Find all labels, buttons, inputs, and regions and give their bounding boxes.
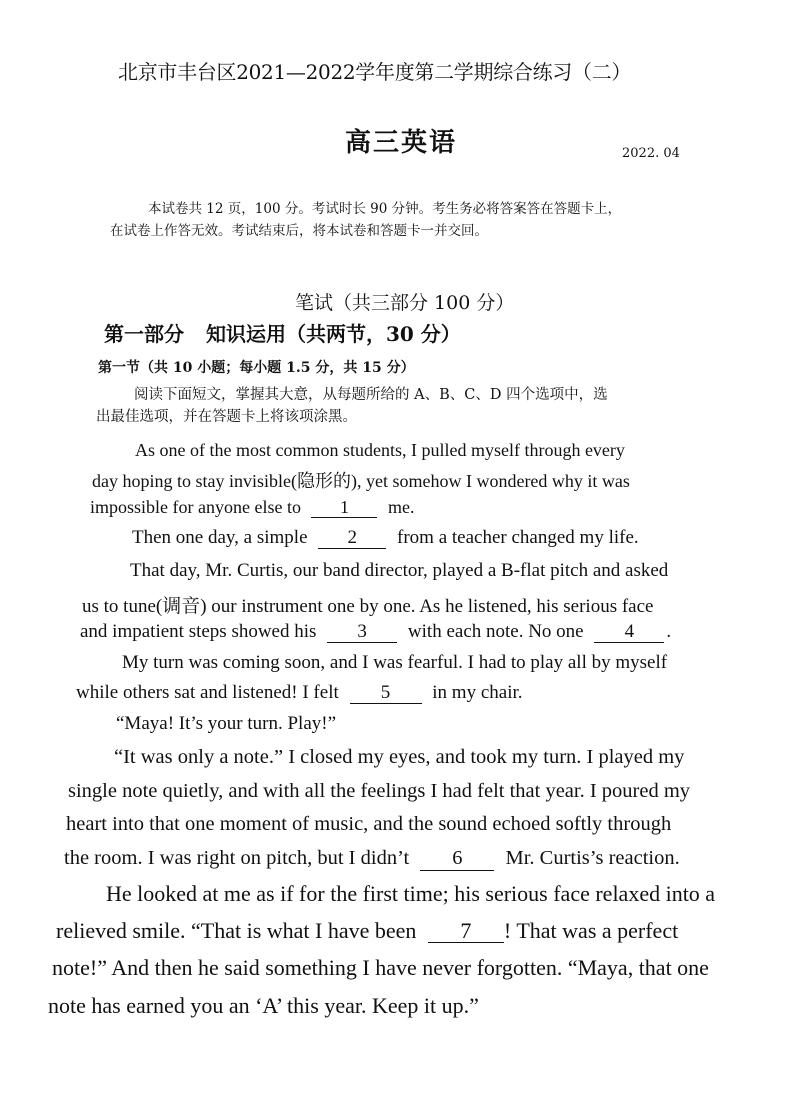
- answer-blank-2: 2: [318, 528, 386, 549]
- notice-line-1: 本试卷共 12 页，100 分。考试时长 90 分钟。考生务必将答案答在答题卡上，: [148, 201, 622, 217]
- notice-line-2: 在试卷上作答无效。考试结束后，将本试卷和答题卡一并交回。: [110, 223, 488, 239]
- passage-text: ! That was a perfect: [503, 918, 679, 943]
- passage-line: note!” And then he said something I have never forgotten. “Maya, that one: [52, 955, 709, 980]
- passage-text: relieved smile. “That is what I have been: [56, 918, 417, 943]
- instructions-line-1: 阅读下面短文，掌握其大意，从每题所给的 A、B、C、D 四个选项中，选: [134, 387, 608, 403]
- passage-text: in my chair.: [432, 682, 523, 703]
- passage-line: [64, 847, 680, 871]
- passage-text: from a teacher changed my life.: [397, 527, 639, 548]
- answer-blank-4: 4: [594, 622, 664, 643]
- passage-line: He looked at me as if for the first time; his serious face relaxed into a: [106, 881, 716, 906]
- passage-line: My turn was coming soon, and I was fearful. I had to play all by myself: [122, 652, 668, 673]
- instructions-line-2: 出最佳选项，并在答题卡上将该项涂黑。: [96, 409, 357, 425]
- passage-line: note has earned you an ‘A’ this year. Keep it up.”: [48, 993, 479, 1018]
- passage-line: [56, 918, 678, 944]
- passage-line: single note quietly, and with all the feelings I had felt that year. I poured my: [68, 780, 691, 802]
- passage-line: [80, 621, 671, 643]
- answer-blank-7: 7: [428, 919, 504, 943]
- section-one-heading: 第一节（共 10 小题；每小题 1.5 分，共 15 分）: [98, 360, 415, 376]
- part-one-title: 知识运用（共两节，30 分）: [206, 322, 461, 346]
- passage-line: “Maya! It’s your turn. Play!”: [116, 713, 337, 734]
- answer-blank-6: 6: [420, 848, 494, 871]
- passage-text: me.: [387, 497, 415, 517]
- passage-line: day hoping to stay invisible(隐形的), yet somehow I wondered why it was: [92, 471, 630, 491]
- answer-blank-5: 5: [350, 683, 422, 704]
- exam-date: 2022. 04: [622, 146, 680, 161]
- passage-line: That day, Mr. Curtis, our band director, played a B-flat pitch and asked: [130, 560, 669, 581]
- exam-notice: [110, 198, 680, 242]
- part-one-label: 第一部分: [104, 322, 184, 346]
- passage-text: Then one day, a simple: [132, 527, 308, 548]
- passage-text: impossible for anyone else to: [90, 497, 301, 517]
- passage-line: [90, 497, 414, 518]
- passage-text: while others sat and listened! I felt: [76, 682, 339, 703]
- passage-text: the room. I was right on pitch, but I didn’t: [64, 847, 410, 869]
- subject-title: 高三英语: [345, 128, 458, 158]
- exam-title: 北京市丰台区2021—2022学年度第二学期综合练习（二）: [118, 60, 632, 84]
- written-exam-heading: 笔试（共三部分 100 分）: [295, 292, 515, 314]
- answer-blank-1: 1: [311, 498, 377, 518]
- passage-text: with each note. No one: [407, 621, 584, 642]
- passage-text: and impatient steps showed his: [80, 621, 317, 642]
- passage-line: [76, 682, 523, 704]
- answer-blank-3: 3: [327, 622, 397, 643]
- passage-line: us to tune(调音) our instrument one by one. As he listened, his serious face: [82, 596, 654, 617]
- reading-instructions: [96, 384, 706, 428]
- part-one-heading: [104, 318, 483, 347]
- passage-line: heart into that one moment of music, and the sound echoed softly through: [66, 813, 672, 835]
- passage-line: [132, 527, 639, 549]
- passage-text: Mr. Curtis’s reaction.: [505, 847, 680, 869]
- passage-line: As one of the most common students, I pulled myself through every: [135, 440, 625, 460]
- passage-text: .: [666, 621, 672, 642]
- passage-line: “It was only a note.” I closed my eyes, and took my turn. I played my: [114, 746, 685, 768]
